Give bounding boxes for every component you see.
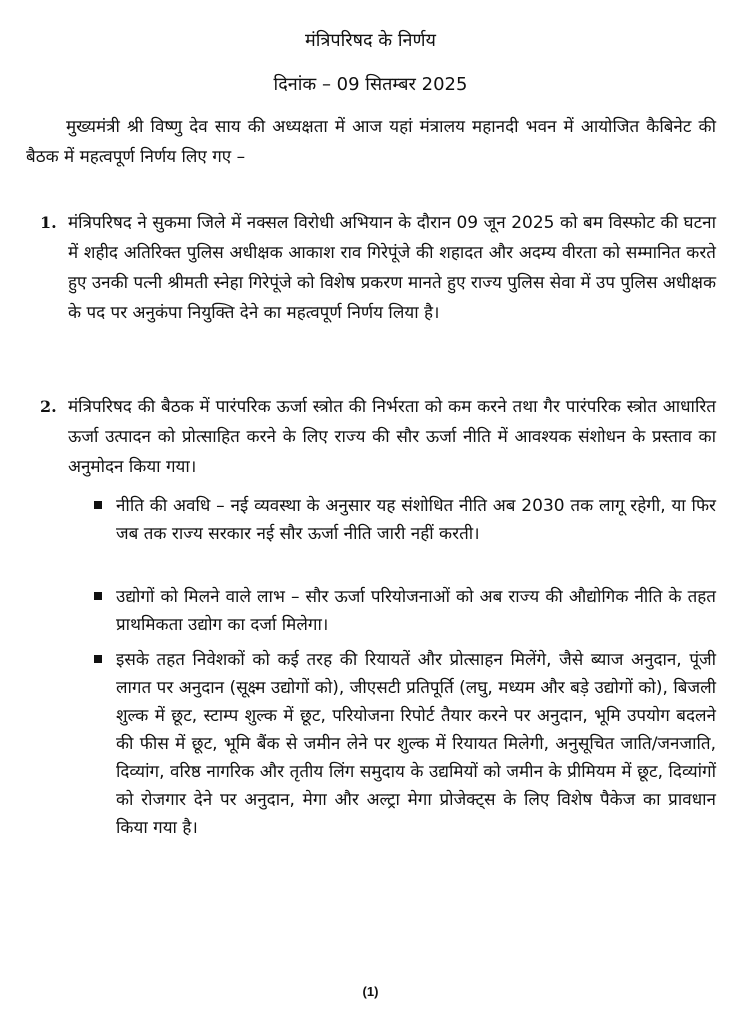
square-bullet-icon [94,501,102,509]
document-date: दिनांक – 09 सितम्बर 2025 [273,74,468,95]
decision-number: 2. [40,397,57,416]
decision-text: मंत्रिपरिषद ने सुकमा जिले में नक्सल विरोधी अभियान के दौरान 09 जून 2025 को बम विस्फोट की घटना में शहीद अतिरिक्त पुलिस अधीक्षक आकाश राव गिरेपूंजे की शहादत और अदम्य वीरता को सम्मानित करते हुए उनकी पत्नी श्रीमती स्नेहा गिरेपूंजे को विशेष प्रकरण मानते हुए राज्य पुलिस सेवा में उप पुलिस अधीक्षक के पद पर अनुकंपा नियुक्ति देने का महत्वपूर्ण निर्णय लिया है। [68,213,716,323]
bullet-text: नीति की अवधि – नई व्यवस्था के अनुसार यह संशोधित नीति अब 2030 तक लागू रहेगी, या फिर जब तक राज्य सरकार नई सौर ऊर्जा नीति जारी नहीं करती। [116,496,716,544]
document-title: मंत्रिपरिषद के निर्णय [305,30,436,51]
square-bullet-icon [94,655,102,663]
bullet-text: उद्योगों को मिलने वाले लाभ – सौर ऊर्जा परियोजनाओं को अब राज्य की औद्योगिक नीति के तहत प्राथमिकता उद्योग का दर्जा मिलेगा। [116,587,716,635]
intro-paragraph: मुख्यमंत्री श्री विष्णु देव साय की अध्यक्षता में आज यहां मंत्रालय महानदी भवन में आयोजित कैबिनेट की बैठक में महत्वपूर्ण निर्णय लिए गए – [26,117,716,167]
bullet-text: इसके तहत निवेशकों को कई तरह की रियायतें और प्रोत्साहन मिलेंगे, जैसे ब्याज अनुदान, पूंजी लागत पर अनुदान (सूक्ष्म उद्योगों को), जीएसटी प्रतिपूर्ति (लघु, मध्यम और बड़े उद्योगों को), बिजली शुल्क में छूट, स्टाम्प शुल्क में छूट, परियोजना रिपोर्ट तैयार करने पर अनुदान, भूमि उपयोग बदलने की फीस में छूट, भूमि बैंक से जमीन लेने पर शुल्क में रियायत मिलेगी, अनुसूचित जाति/जनजाति, दिव्यांग, वरिष्ठ नागरिक और तृतीय लिंग समुदाय के उद्यमियों को जमीन के प्रीमियम में छूट, दिव्यांगों को रोजगार देने पर अनुदान, मेगा और अल्ट्रा मेगा प्रोजेक्ट्स के लिए विशेष पैकेज का प्रावधान किया गया है। [116,650,716,838]
page-number: (1) [362,984,379,999]
decision-text: मंत्रिपरिषद की बैठक में पारंपरिक ऊर्जा स्त्रोत की निर्भरता को कम करने तथा गैर पारंपरिक स्त्रोत आधारित ऊर्जा उत्पादन को प्रोत्साहित करने के लिए राज्य की सौर ऊर्जा नीति में आवश्यक संशोधन के प्रस्ताव का अनुमोदन किया गया। [68,397,716,477]
decision-number: 1. [40,213,57,232]
square-bullet-icon [94,592,102,600]
